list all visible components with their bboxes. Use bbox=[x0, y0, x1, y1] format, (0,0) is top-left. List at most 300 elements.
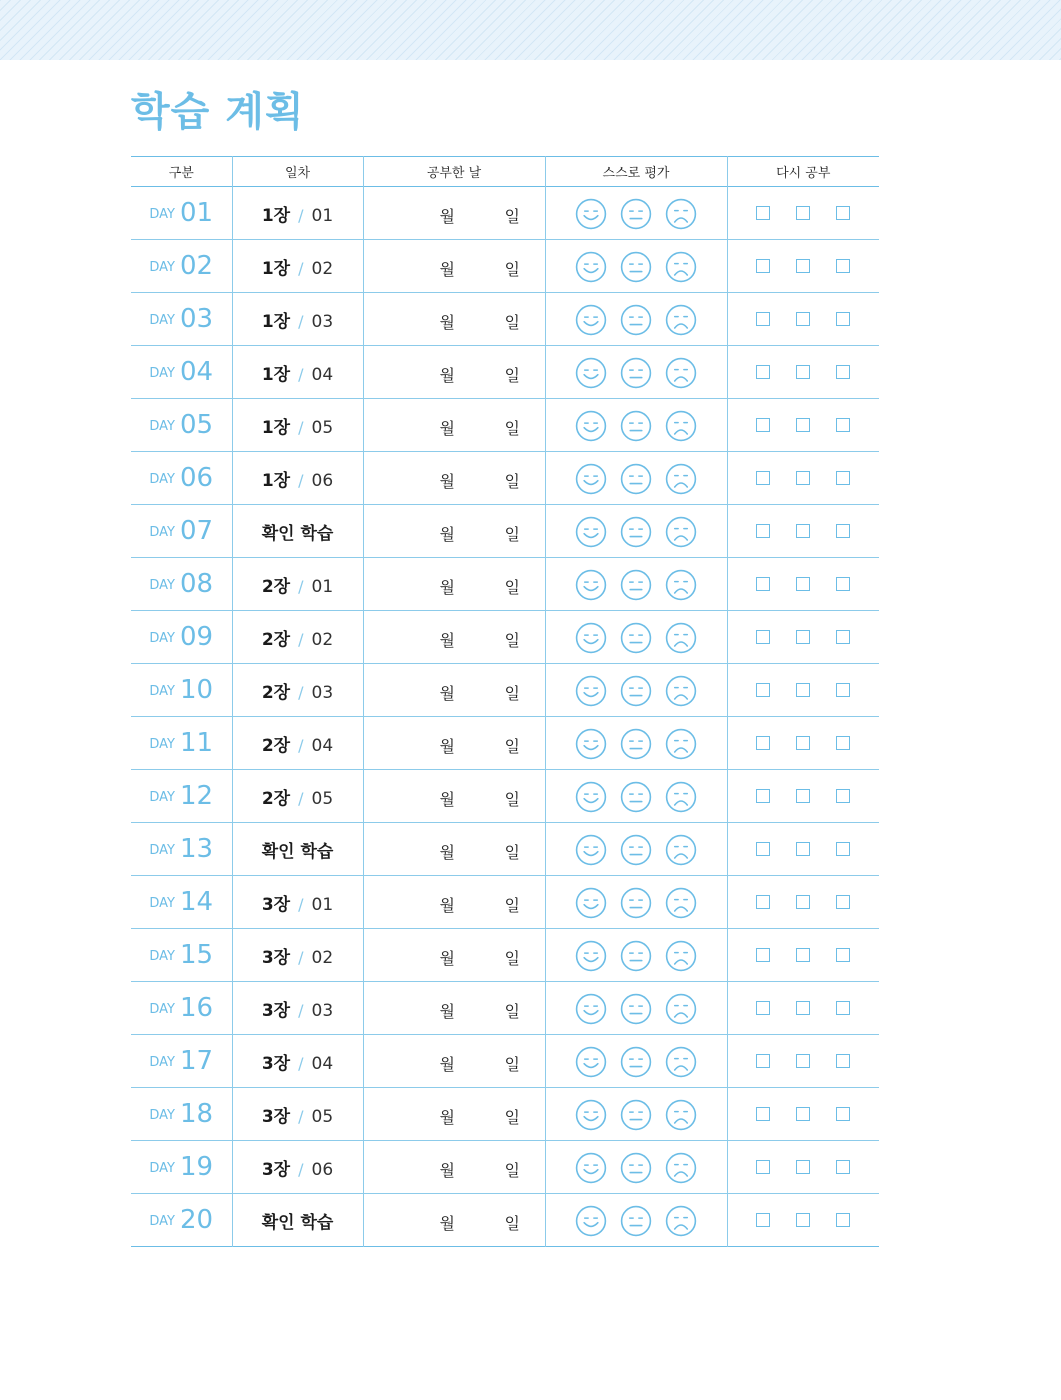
chapter-label: 2장 bbox=[261, 682, 291, 703]
review-checkbox[interactable] bbox=[796, 1160, 810, 1174]
day-cell bbox=[131, 452, 232, 505]
review-checkbox[interactable] bbox=[836, 1107, 850, 1121]
table-header bbox=[131, 157, 879, 187]
review-cell bbox=[727, 982, 879, 1035]
neutral-face-icon[interactable] bbox=[620, 834, 652, 866]
sad-face-icon[interactable] bbox=[665, 463, 697, 495]
review-checkbox[interactable] bbox=[756, 259, 770, 273]
review-cell bbox=[727, 1194, 879, 1247]
self-eval-cell bbox=[545, 1088, 727, 1141]
neutral-face-icon[interactable] bbox=[620, 1046, 652, 1078]
day-number: 15 bbox=[180, 940, 214, 970]
review-checkbox-group bbox=[728, 1160, 880, 1174]
day-of-month-label: 일 bbox=[504, 1002, 520, 1021]
self-eval-cell bbox=[545, 346, 727, 399]
review-cell bbox=[727, 1088, 879, 1141]
review-checkbox[interactable] bbox=[796, 471, 810, 485]
smile-face-icon[interactable] bbox=[575, 516, 607, 548]
part-number: 03 bbox=[311, 1000, 334, 1021]
day-label: DAY bbox=[149, 949, 175, 964]
date-cell[interactable] bbox=[363, 823, 545, 876]
date-cell[interactable] bbox=[363, 399, 545, 452]
schedule-cell bbox=[232, 1035, 363, 1088]
review-checkbox[interactable] bbox=[756, 842, 770, 856]
sad-face-icon[interactable] bbox=[665, 993, 697, 1025]
review-checkbox[interactable] bbox=[756, 1213, 770, 1227]
day-label: DAY bbox=[149, 1214, 175, 1229]
day-of-month-label: 일 bbox=[504, 1161, 520, 1180]
day-cell bbox=[131, 1035, 232, 1088]
month-label: 월 bbox=[439, 472, 455, 491]
smile-face-icon[interactable] bbox=[575, 198, 607, 230]
date-cell[interactable] bbox=[363, 664, 545, 717]
neutral-face-icon[interactable] bbox=[620, 728, 652, 760]
review-checkbox[interactable] bbox=[756, 471, 770, 485]
review-checkbox-group bbox=[728, 1001, 880, 1015]
sad-face-icon[interactable] bbox=[665, 569, 697, 601]
review-checkbox[interactable] bbox=[796, 312, 810, 326]
neutral-face-icon[interactable] bbox=[620, 251, 652, 283]
date-cell[interactable] bbox=[363, 240, 545, 293]
header-self-eval: 스스로 평가 bbox=[545, 157, 727, 187]
review-checkbox-group bbox=[728, 418, 880, 432]
smile-face-icon[interactable] bbox=[575, 781, 607, 813]
review-checkbox[interactable] bbox=[756, 895, 770, 909]
review-checkbox[interactable] bbox=[796, 842, 810, 856]
review-checkbox-group bbox=[728, 259, 880, 273]
day-label: DAY bbox=[149, 1161, 175, 1176]
sad-face-icon[interactable] bbox=[665, 198, 697, 230]
day-cell bbox=[131, 770, 232, 823]
day-number: 04 bbox=[180, 357, 214, 387]
review-cell bbox=[727, 346, 879, 399]
neutral-face-icon[interactable] bbox=[620, 675, 652, 707]
day-number: 20 bbox=[180, 1205, 214, 1235]
review-checkbox[interactable] bbox=[836, 206, 850, 220]
header-review: 다시 공부 bbox=[727, 157, 879, 187]
sad-face-icon[interactable] bbox=[665, 887, 697, 919]
date-cell[interactable] bbox=[363, 1141, 545, 1194]
review-checkbox-group bbox=[728, 1107, 880, 1121]
month-label: 월 bbox=[439, 1214, 455, 1233]
neutral-face-icon[interactable] bbox=[620, 1099, 652, 1131]
self-eval-cell bbox=[545, 876, 727, 929]
chapter-label: 3장 bbox=[261, 1053, 291, 1074]
review-cell bbox=[727, 770, 879, 823]
review-checkbox[interactable] bbox=[756, 577, 770, 591]
date-cell[interactable] bbox=[363, 1088, 545, 1141]
day-label: DAY bbox=[149, 419, 175, 434]
day-of-month-label: 일 bbox=[504, 1108, 520, 1127]
review-checkbox[interactable] bbox=[836, 1213, 850, 1227]
smile-face-icon[interactable] bbox=[575, 569, 607, 601]
face-rating-group bbox=[546, 567, 727, 601]
date-cell[interactable] bbox=[363, 982, 545, 1035]
review-checkbox-group bbox=[728, 1213, 880, 1227]
review-checkbox[interactable] bbox=[796, 1001, 810, 1015]
smile-face-icon[interactable] bbox=[575, 993, 607, 1025]
sad-face-icon[interactable] bbox=[665, 410, 697, 442]
month-label: 월 bbox=[439, 790, 455, 809]
sad-face-icon[interactable] bbox=[665, 1099, 697, 1131]
review-checkbox[interactable] bbox=[756, 365, 770, 379]
neutral-face-icon[interactable] bbox=[620, 781, 652, 813]
smile-face-icon[interactable] bbox=[575, 675, 607, 707]
slash-divider: / bbox=[298, 258, 304, 278]
review-checkbox[interactable] bbox=[756, 524, 770, 538]
day-of-month-label: 일 bbox=[504, 472, 520, 491]
self-eval-cell bbox=[545, 505, 727, 558]
smile-face-icon[interactable] bbox=[575, 728, 607, 760]
review-checkbox[interactable] bbox=[796, 206, 810, 220]
review-checkbox-group bbox=[728, 683, 880, 697]
day-cell bbox=[131, 876, 232, 929]
part-number: 05 bbox=[311, 1106, 334, 1127]
smile-face-icon[interactable] bbox=[575, 1046, 607, 1078]
month-label: 월 bbox=[439, 1108, 455, 1127]
day-of-month-label: 일 bbox=[504, 790, 520, 809]
date-cell[interactable] bbox=[363, 346, 545, 399]
review-checkbox[interactable] bbox=[836, 630, 850, 644]
review-checkbox[interactable] bbox=[756, 1001, 770, 1015]
day-cell bbox=[131, 293, 232, 346]
slash-divider: / bbox=[298, 576, 304, 596]
review-checkbox[interactable] bbox=[796, 418, 810, 432]
date-cell[interactable] bbox=[363, 929, 545, 982]
review-checkbox[interactable] bbox=[796, 736, 810, 750]
review-checkbox[interactable] bbox=[836, 948, 850, 962]
review-checkbox[interactable] bbox=[836, 365, 850, 379]
part-number: 03 bbox=[311, 682, 334, 703]
day-number: 02 bbox=[180, 251, 214, 281]
review-checkbox[interactable] bbox=[836, 1054, 850, 1068]
review-checkbox[interactable] bbox=[836, 842, 850, 856]
sad-face-icon[interactable] bbox=[665, 940, 697, 972]
part-number: 04 bbox=[311, 1053, 334, 1074]
chapter-label: 1장 bbox=[261, 364, 291, 385]
slash-divider: / bbox=[298, 311, 304, 331]
review-checkbox[interactable] bbox=[796, 683, 810, 697]
day-label: DAY bbox=[149, 313, 175, 328]
date-cell[interactable] bbox=[363, 505, 545, 558]
day-cell bbox=[131, 1194, 232, 1247]
review-checkbox-group bbox=[728, 736, 880, 750]
review-checkbox[interactable] bbox=[756, 948, 770, 962]
self-eval-cell bbox=[545, 1141, 727, 1194]
review-label: 확인 학습 bbox=[261, 523, 334, 544]
self-eval-cell bbox=[545, 717, 727, 770]
part-number: 05 bbox=[311, 417, 334, 438]
table-row bbox=[131, 664, 879, 717]
sad-face-icon[interactable] bbox=[665, 304, 697, 336]
face-rating-group bbox=[546, 408, 727, 442]
review-cell bbox=[727, 187, 879, 240]
face-rating-group bbox=[546, 991, 727, 1025]
review-checkbox[interactable] bbox=[836, 683, 850, 697]
chapter-label: 1장 bbox=[261, 470, 291, 491]
smile-face-icon[interactable] bbox=[575, 887, 607, 919]
review-checkbox-group bbox=[728, 471, 880, 485]
day-number: 13 bbox=[180, 834, 214, 864]
month-label: 월 bbox=[439, 737, 455, 756]
review-checkbox[interactable] bbox=[756, 1107, 770, 1121]
slash-divider: / bbox=[298, 1106, 304, 1126]
day-of-month-label: 일 bbox=[504, 207, 520, 226]
part-number: 02 bbox=[311, 629, 334, 650]
schedule-cell bbox=[232, 664, 363, 717]
review-cell bbox=[727, 505, 879, 558]
neutral-face-icon[interactable] bbox=[620, 569, 652, 601]
review-checkbox[interactable] bbox=[756, 418, 770, 432]
table-row bbox=[131, 452, 879, 505]
sad-face-icon[interactable] bbox=[665, 834, 697, 866]
sad-face-icon[interactable] bbox=[665, 622, 697, 654]
table-row bbox=[131, 346, 879, 399]
day-cell bbox=[131, 558, 232, 611]
part-number: 06 bbox=[311, 470, 334, 491]
neutral-face-icon[interactable] bbox=[620, 993, 652, 1025]
review-checkbox[interactable] bbox=[836, 259, 850, 273]
day-cell bbox=[131, 1141, 232, 1194]
day-label: DAY bbox=[149, 207, 175, 222]
date-cell[interactable] bbox=[363, 1194, 545, 1247]
face-rating-group bbox=[546, 620, 727, 654]
date-cell[interactable] bbox=[363, 452, 545, 505]
day-label: DAY bbox=[149, 631, 175, 646]
review-checkbox[interactable] bbox=[796, 259, 810, 273]
neutral-face-icon[interactable] bbox=[620, 887, 652, 919]
review-checkbox[interactable] bbox=[836, 895, 850, 909]
smile-face-icon[interactable] bbox=[575, 834, 607, 866]
smile-face-icon[interactable] bbox=[575, 410, 607, 442]
slash-divider: / bbox=[298, 947, 304, 967]
review-checkbox[interactable] bbox=[756, 1054, 770, 1068]
table-row bbox=[131, 717, 879, 770]
smile-face-icon[interactable] bbox=[575, 357, 607, 389]
face-rating-group bbox=[546, 938, 727, 972]
review-checkbox[interactable] bbox=[836, 418, 850, 432]
face-rating-group bbox=[546, 1044, 727, 1078]
table-row bbox=[131, 293, 879, 346]
header-decorative-band bbox=[0, 0, 1061, 60]
day-number: 08 bbox=[180, 569, 214, 599]
self-eval-cell bbox=[545, 823, 727, 876]
month-label: 월 bbox=[439, 949, 455, 968]
day-of-month-label: 일 bbox=[504, 737, 520, 756]
smile-face-icon[interactable] bbox=[575, 622, 607, 654]
sad-face-icon[interactable] bbox=[665, 1205, 697, 1237]
table-row bbox=[131, 1141, 879, 1194]
schedule-cell bbox=[232, 505, 363, 558]
neutral-face-icon[interactable] bbox=[620, 357, 652, 389]
review-checkbox[interactable] bbox=[796, 365, 810, 379]
day-cell bbox=[131, 240, 232, 293]
day-number: 12 bbox=[180, 781, 214, 811]
sad-face-icon[interactable] bbox=[665, 1046, 697, 1078]
smile-face-icon[interactable] bbox=[575, 1099, 607, 1131]
review-checkbox[interactable] bbox=[796, 1213, 810, 1227]
date-cell[interactable] bbox=[363, 1035, 545, 1088]
month-label: 월 bbox=[439, 366, 455, 385]
chapter-label: 3장 bbox=[261, 1159, 291, 1180]
review-checkbox[interactable] bbox=[796, 630, 810, 644]
slash-divider: / bbox=[298, 894, 304, 914]
date-cell[interactable] bbox=[363, 558, 545, 611]
slash-divider: / bbox=[298, 417, 304, 437]
review-checkbox[interactable] bbox=[756, 206, 770, 220]
chapter-label: 3장 bbox=[261, 894, 291, 915]
review-checkbox[interactable] bbox=[796, 948, 810, 962]
day-of-month-label: 일 bbox=[504, 260, 520, 279]
date-cell[interactable] bbox=[363, 717, 545, 770]
day-number: 05 bbox=[180, 410, 214, 440]
sad-face-icon[interactable] bbox=[665, 728, 697, 760]
day-of-month-label: 일 bbox=[504, 896, 520, 915]
table-row bbox=[131, 558, 879, 611]
review-checkbox[interactable] bbox=[796, 524, 810, 538]
neutral-face-icon[interactable] bbox=[620, 1205, 652, 1237]
slash-divider: / bbox=[298, 1000, 304, 1020]
self-eval-cell bbox=[545, 1194, 727, 1247]
part-number: 04 bbox=[311, 364, 334, 385]
day-number: 09 bbox=[180, 622, 214, 652]
chapter-label: 1장 bbox=[261, 417, 291, 438]
review-checkbox[interactable] bbox=[796, 789, 810, 803]
table-row bbox=[131, 982, 879, 1035]
neutral-face-icon[interactable] bbox=[620, 463, 652, 495]
schedule-cell bbox=[232, 293, 363, 346]
review-checkbox[interactable] bbox=[796, 1054, 810, 1068]
review-checkbox[interactable] bbox=[796, 577, 810, 591]
schedule-cell bbox=[232, 929, 363, 982]
self-eval-cell bbox=[545, 611, 727, 664]
day-label: DAY bbox=[149, 472, 175, 487]
day-label: DAY bbox=[149, 1055, 175, 1070]
day-number: 03 bbox=[180, 304, 214, 334]
review-checkbox[interactable] bbox=[836, 471, 850, 485]
smile-face-icon[interactable] bbox=[575, 940, 607, 972]
chapter-label: 1장 bbox=[261, 205, 291, 226]
schedule-cell bbox=[232, 611, 363, 664]
month-label: 월 bbox=[439, 419, 455, 438]
slash-divider: / bbox=[298, 470, 304, 490]
day-label: DAY bbox=[149, 525, 175, 540]
smile-face-icon[interactable] bbox=[575, 251, 607, 283]
face-rating-group bbox=[546, 1203, 727, 1237]
day-number: 01 bbox=[180, 198, 214, 228]
date-cell[interactable] bbox=[363, 187, 545, 240]
neutral-face-icon[interactable] bbox=[620, 940, 652, 972]
day-of-month-label: 일 bbox=[504, 525, 520, 544]
review-cell bbox=[727, 240, 879, 293]
smile-face-icon[interactable] bbox=[575, 1205, 607, 1237]
review-checkbox[interactable] bbox=[836, 312, 850, 326]
face-rating-group bbox=[546, 302, 727, 336]
self-eval-cell bbox=[545, 187, 727, 240]
day-cell bbox=[131, 1088, 232, 1141]
review-checkbox-group bbox=[728, 312, 880, 326]
part-number: 06 bbox=[311, 1159, 334, 1180]
review-checkbox[interactable] bbox=[836, 577, 850, 591]
review-cell bbox=[727, 611, 879, 664]
day-label: DAY bbox=[149, 1108, 175, 1123]
day-label: DAY bbox=[149, 684, 175, 699]
smile-face-icon[interactable] bbox=[575, 463, 607, 495]
face-rating-group bbox=[546, 832, 727, 866]
schedule-cell bbox=[232, 717, 363, 770]
sad-face-icon[interactable] bbox=[665, 251, 697, 283]
self-eval-cell bbox=[545, 240, 727, 293]
face-rating-group bbox=[546, 1150, 727, 1184]
day-number: 16 bbox=[180, 993, 214, 1023]
self-eval-cell bbox=[545, 399, 727, 452]
date-cell[interactable] bbox=[363, 293, 545, 346]
sad-face-icon[interactable] bbox=[665, 1152, 697, 1184]
face-rating-group bbox=[546, 196, 727, 230]
part-number: 05 bbox=[311, 788, 334, 809]
sad-face-icon[interactable] bbox=[665, 675, 697, 707]
neutral-face-icon[interactable] bbox=[620, 516, 652, 548]
part-number: 01 bbox=[311, 205, 334, 226]
neutral-face-icon[interactable] bbox=[620, 410, 652, 442]
date-cell[interactable] bbox=[363, 611, 545, 664]
review-checkbox[interactable] bbox=[756, 736, 770, 750]
table-row bbox=[131, 823, 879, 876]
review-cell bbox=[727, 1035, 879, 1088]
neutral-face-icon[interactable] bbox=[620, 198, 652, 230]
review-checkbox[interactable] bbox=[836, 736, 850, 750]
review-checkbox-group bbox=[728, 1054, 880, 1068]
review-checkbox[interactable] bbox=[796, 1107, 810, 1121]
table-body bbox=[131, 187, 879, 1247]
schedule-cell bbox=[232, 1141, 363, 1194]
month-label: 월 bbox=[439, 578, 455, 597]
page-title: 학습 계획 bbox=[131, 89, 305, 135]
date-cell[interactable] bbox=[363, 876, 545, 929]
sad-face-icon[interactable] bbox=[665, 357, 697, 389]
review-checkbox[interactable] bbox=[836, 789, 850, 803]
self-eval-cell bbox=[545, 929, 727, 982]
schedule-cell bbox=[232, 982, 363, 1035]
neutral-face-icon[interactable] bbox=[620, 622, 652, 654]
review-checkbox[interactable] bbox=[756, 630, 770, 644]
header-category: 구분 bbox=[131, 157, 232, 187]
review-checkbox[interactable] bbox=[836, 1001, 850, 1015]
day-of-month-label: 일 bbox=[504, 313, 520, 332]
sad-face-icon[interactable] bbox=[665, 781, 697, 813]
review-checkbox[interactable] bbox=[756, 789, 770, 803]
month-label: 월 bbox=[439, 1002, 455, 1021]
self-eval-cell bbox=[545, 770, 727, 823]
smile-face-icon[interactable] bbox=[575, 1152, 607, 1184]
review-checkbox[interactable] bbox=[756, 312, 770, 326]
neutral-face-icon[interactable] bbox=[620, 304, 652, 336]
review-checkbox[interactable] bbox=[836, 1160, 850, 1174]
sad-face-icon[interactable] bbox=[665, 516, 697, 548]
review-checkbox[interactable] bbox=[836, 524, 850, 538]
review-checkbox[interactable] bbox=[756, 683, 770, 697]
review-checkbox[interactable] bbox=[796, 895, 810, 909]
date-cell[interactable] bbox=[363, 770, 545, 823]
table-row bbox=[131, 611, 879, 664]
neutral-face-icon[interactable] bbox=[620, 1152, 652, 1184]
day-cell bbox=[131, 505, 232, 558]
face-rating-group bbox=[546, 461, 727, 495]
schedule-cell bbox=[232, 452, 363, 505]
smile-face-icon[interactable] bbox=[575, 304, 607, 336]
review-checkbox[interactable] bbox=[756, 1160, 770, 1174]
table-row bbox=[131, 1035, 879, 1088]
